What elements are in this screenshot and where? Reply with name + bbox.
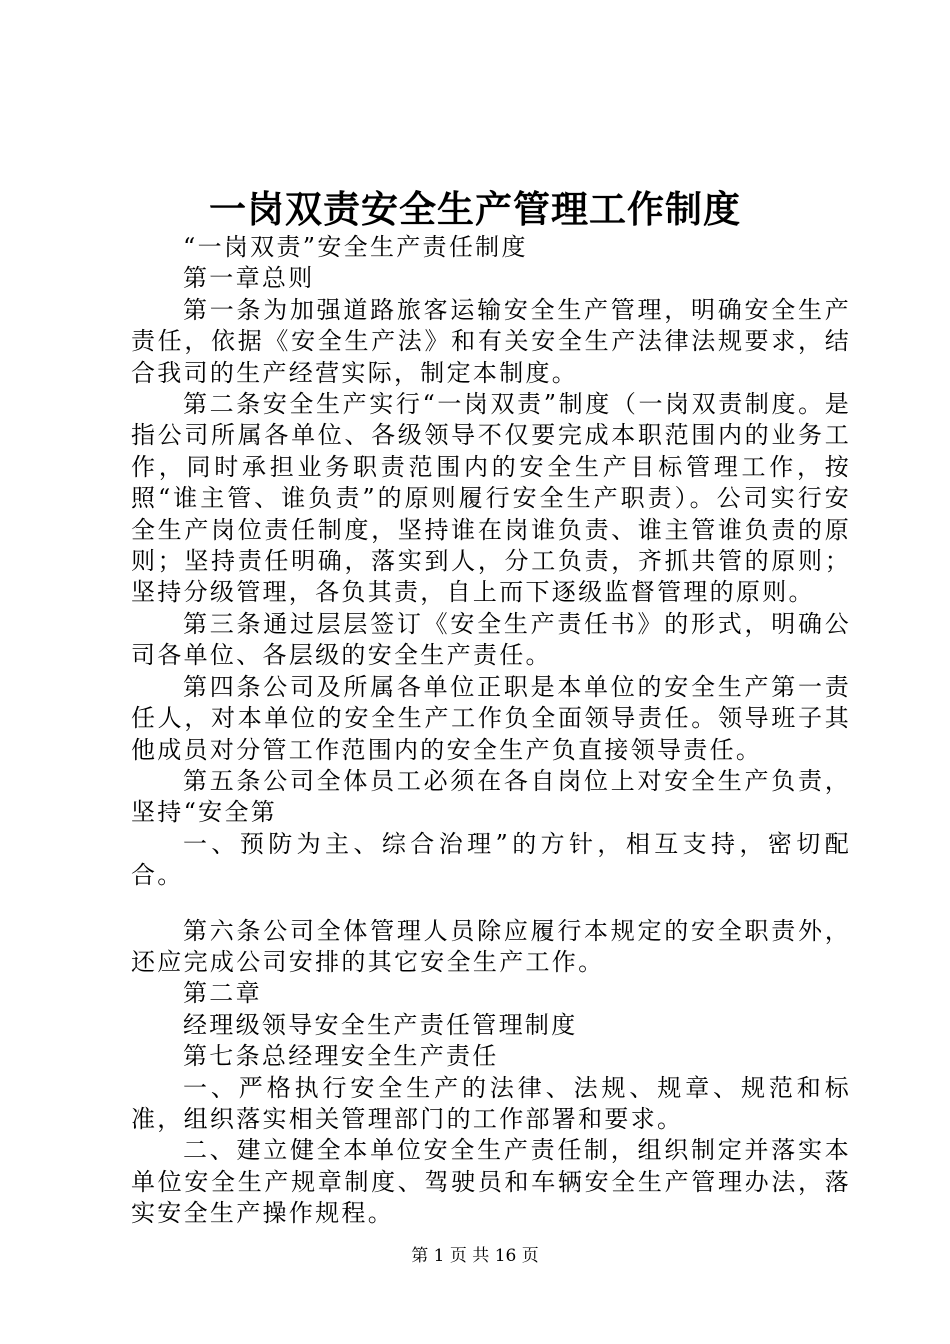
chapter-heading: 第二章 [183,979,262,1008]
document-body [131,232,851,1230]
chapter-heading: 第一章总则 [183,264,315,293]
paragraph: 二、建立健全本单位安全生产责任制，组织制定并落实本单位安全生产规章制度、驾驶员和车辆安全生产管理办法，落实安全生产操作规程。 [131,1136,851,1228]
paragraph: 一、严格执行安全生产的法律、法规、规章、规范和标准，组织落实相关管理部门的工作部署和要求。 [131,1073,851,1133]
paragraph: 第四条公司及所属各单位正职是本单位的安全生产第一责任人，对本单位的安全生产工作负全面领导责任。领导班子其他成员对分管工作范围内的安全生产负直接领导责任。 [131,672,851,764]
paragraph: 第三条通过层层签订《安全生产责任书》的形式，明确公司各单位、各层级的安全生产责任。 [131,609,851,670]
paragraph: 第一条为加强道路旅客运输安全生产管理，明确安全生产责任，依据《安全生产法》和有关安全生产法律法规要求，结合我司的生产经营实际，制定本制度。 [131,295,851,387]
paragraph: 第六条公司全体管理人员除应履行本规定的安全职责外，还应完成公司安排的其它安全生产工作。 [131,916,851,976]
page-number-footer: 第 1 页 共 16 页 [411,1246,539,1266]
chapter-subtitle: 经理级领导安全生产责任管理制度 [183,1010,578,1039]
article-heading: 第七条总经理安全生产责任 [183,1042,499,1071]
paragraph: 一、预防为主、综合治理”的方针，相互支持，密切配合。 [131,829,851,890]
document-title: 一岗双责安全生产管理工作制度 [209,187,741,231]
blank-line [131,892,851,916]
paragraph: 第五条公司全体员工必须在各自岗位上对安全生产负责，坚持“安全第 [131,766,851,827]
paragraph: “一岗双责”安全生产责任制度 [183,233,528,261]
paragraph: 第二条安全生产实行“一岗双责”制度（一岗双责制度。是指公司所属各单位、各级领导不仅要完成本职范围内的业务工作，同时承担业务职责范围内的安全生产目标管理工作，按照“谁主管、谁负责”的原则履行安全生产职责）。公司实行安全生产岗位责任制度，坚持谁在岗谁负责、谁主管谁负责的原则；坚持责任明确，落实到人，分工负责，齐抓共管的原则；坚持分级管理，各负其责，自上而下逐级监督管理的原则。 [131,390,851,607]
